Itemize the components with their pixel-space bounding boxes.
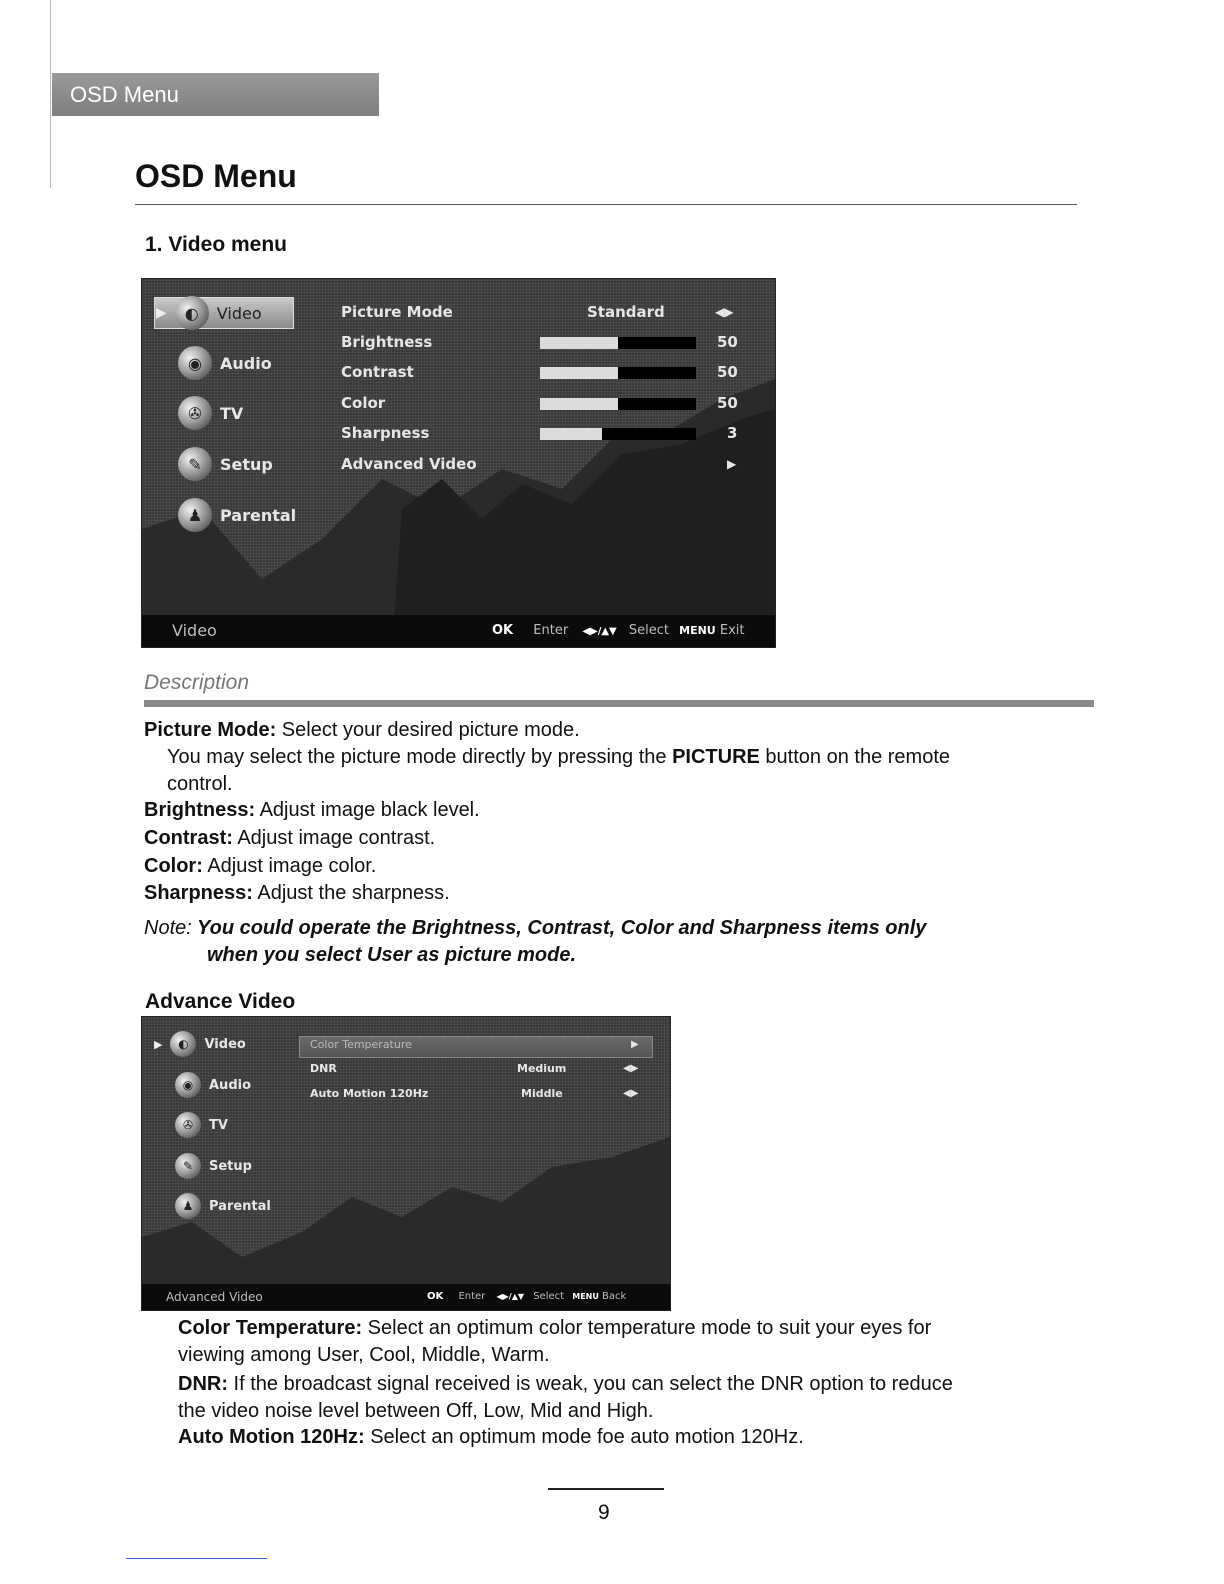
left-right-arrows-icon: ◀▶ bbox=[715, 305, 734, 319]
tv-reel-icon: ✇ bbox=[175, 1112, 201, 1138]
margin-line bbox=[50, 0, 51, 188]
osd-video-menu-screenshot bbox=[141, 278, 776, 648]
footer-hints bbox=[492, 623, 745, 638]
dnr-text: If the broadcast signal received is weak, you can select the DNR option to reduce bbox=[228, 1373, 953, 1395]
brightness-value: 50 bbox=[717, 333, 738, 351]
left-right-arrows-icon: ◀▶ bbox=[623, 1088, 639, 1099]
contrast-fill bbox=[540, 367, 618, 379]
picture-mode-text: Select your desired picture mode. bbox=[276, 719, 580, 741]
auto-motion-desc bbox=[178, 1424, 804, 1451]
sharpness-slider[interactable] bbox=[540, 428, 696, 440]
note-line1 bbox=[144, 915, 926, 942]
footer-hints bbox=[427, 1291, 626, 1302]
nav-label: Video bbox=[216, 303, 262, 323]
setup-wrench-icon: ✎ bbox=[178, 447, 212, 481]
menu-key: MENU bbox=[679, 624, 716, 637]
auto-motion-text: Select an optimum mode foe auto motion 120Hz. bbox=[364, 1426, 804, 1448]
color-temperature-desc-line2: viewing among User, Cool, Middle, Warm. bbox=[178, 1344, 550, 1366]
footer-title: Advanced Video bbox=[166, 1290, 263, 1304]
nav-item-audio[interactable] bbox=[178, 346, 272, 380]
nav-label: Parental bbox=[209, 1198, 271, 1214]
color-term: Color: bbox=[144, 855, 203, 877]
contrast-term: Contrast: bbox=[144, 827, 233, 849]
nav-label: Video bbox=[204, 1036, 246, 1052]
nav-label: TV bbox=[220, 403, 244, 423]
row-advanced-video[interactable]: Advanced Video bbox=[341, 455, 477, 473]
parental-icon: ♟ bbox=[178, 498, 212, 532]
picture-mode-term: Picture Mode: bbox=[144, 719, 277, 741]
sharpness-term: Sharpness: bbox=[144, 882, 253, 904]
color-fill bbox=[540, 398, 618, 410]
row-picture-mode[interactable] bbox=[341, 303, 453, 321]
row-brightness[interactable]: Brightness bbox=[341, 333, 433, 351]
nav-label: TV bbox=[209, 1117, 228, 1133]
cursor-arrow-icon: ▶ bbox=[156, 305, 167, 321]
header-band: OSD Menu bbox=[52, 73, 379, 116]
setup-wrench-icon: ✎ bbox=[175, 1153, 201, 1179]
back-hint: Back bbox=[602, 1291, 627, 1302]
osd-footer bbox=[142, 615, 775, 647]
color-temperature-desc bbox=[178, 1315, 931, 1342]
tv-reel-icon: ✇ bbox=[178, 396, 212, 430]
arrow-keys-icon: ◀▶/▲▼ bbox=[496, 1292, 524, 1301]
note-line2: when you select User as picture mode. bbox=[207, 944, 577, 966]
auto-motion-term: Auto Motion 120Hz: bbox=[178, 1426, 365, 1448]
row-dnr[interactable]: DNR bbox=[310, 1062, 337, 1075]
color-value: 50 bbox=[717, 394, 738, 412]
contrast-value: 50 bbox=[717, 363, 738, 381]
nav-label: Parental bbox=[220, 505, 297, 525]
nav-label: Audio bbox=[220, 353, 272, 373]
picture-mode-desc bbox=[144, 717, 580, 744]
audio-icon: ◉ bbox=[178, 346, 212, 380]
description-label: Description bbox=[144, 671, 250, 694]
brightness-desc bbox=[144, 797, 480, 824]
row-sharpness[interactable]: Sharpness bbox=[341, 424, 430, 442]
select-hint: Select bbox=[628, 623, 669, 638]
nav-item-audio[interactable] bbox=[175, 1072, 251, 1098]
picture-mode-desc-line2 bbox=[167, 744, 950, 771]
dnr-desc bbox=[178, 1371, 953, 1398]
auto-motion-value: Middle bbox=[521, 1087, 563, 1100]
ok-key: OK bbox=[492, 623, 514, 638]
parental-icon: ♟ bbox=[175, 1193, 201, 1219]
row-color[interactable]: Color bbox=[341, 394, 386, 412]
menu-key: MENU bbox=[572, 1292, 599, 1301]
submenu-arrow-icon: ▶ bbox=[631, 1039, 639, 1050]
sharpness-desc bbox=[144, 880, 450, 907]
nav-item-setup[interactable] bbox=[178, 447, 273, 481]
picture-mode-line2-post: button on the remote bbox=[759, 746, 951, 768]
section-heading: 1. Video menu bbox=[145, 233, 287, 256]
row-auto-motion[interactable]: Auto Motion 120Hz bbox=[310, 1087, 429, 1100]
picture-mode-line2-pre: You may select the picture mode directly by pressing the bbox=[167, 746, 673, 768]
row-contrast[interactable]: Contrast bbox=[341, 363, 414, 381]
sharpness-fill bbox=[540, 428, 602, 440]
dnr-value: Medium bbox=[517, 1062, 567, 1075]
contrast-text: Adjust image contrast. bbox=[232, 827, 436, 849]
dnr-desc-line2: the video noise level between Off, Low, Mid and High. bbox=[178, 1400, 654, 1422]
page-number: 9 bbox=[598, 1501, 610, 1524]
contrast-desc bbox=[144, 825, 435, 852]
color-temperature-text: Select an optimum color temperature mode to suit your eyes for bbox=[362, 1317, 932, 1339]
enter-hint: Enter bbox=[458, 1291, 486, 1302]
description-rule bbox=[144, 700, 1094, 707]
nav-item-video[interactable] bbox=[154, 1031, 246, 1057]
exit-hint: Exit bbox=[719, 623, 745, 638]
cursor-arrow-icon: ▶ bbox=[154, 1037, 163, 1051]
color-temperature-term: Color Temperature: bbox=[178, 1317, 363, 1339]
brightness-slider[interactable] bbox=[540, 337, 696, 349]
row-label: Picture Mode bbox=[341, 303, 453, 321]
select-hint: Select bbox=[533, 1291, 565, 1302]
submenu-arrow-icon: ▶ bbox=[727, 457, 737, 471]
picture-mode-value: Standard bbox=[587, 303, 665, 321]
corner-line bbox=[126, 1558, 267, 1559]
video-icon: ◐ bbox=[170, 1031, 196, 1057]
osd-footer bbox=[142, 1284, 670, 1310]
brightness-fill bbox=[540, 337, 618, 349]
sharpness-value: 3 bbox=[727, 424, 738, 442]
brightness-term: Brightness: bbox=[144, 799, 256, 821]
page-title: OSD Menu bbox=[135, 158, 297, 194]
osd-advanced-video-screenshot bbox=[141, 1016, 671, 1311]
color-slider[interactable] bbox=[540, 398, 696, 410]
picture-button-term: PICTURE bbox=[672, 746, 760, 768]
ok-key: OK bbox=[427, 1291, 444, 1302]
enter-hint: Enter bbox=[533, 623, 569, 638]
contrast-slider[interactable] bbox=[540, 367, 696, 379]
footer-title: Video bbox=[172, 621, 217, 640]
nav-item-video[interactable] bbox=[156, 296, 262, 330]
nav-item-tv[interactable] bbox=[178, 396, 243, 430]
sharpness-text: Adjust the sharpness. bbox=[252, 882, 450, 904]
brightness-text: Adjust image black level. bbox=[255, 799, 480, 821]
title-rule bbox=[135, 204, 1077, 205]
nav-item-parental[interactable] bbox=[175, 1193, 271, 1219]
dnr-term: DNR: bbox=[178, 1373, 228, 1395]
advance-video-heading: Advance Video bbox=[145, 990, 296, 1013]
left-right-arrows-icon: ◀▶ bbox=[623, 1063, 639, 1074]
nav-item-parental[interactable] bbox=[178, 498, 296, 532]
color-desc bbox=[144, 853, 376, 880]
picture-mode-desc-line3: control. bbox=[167, 773, 233, 795]
arrow-keys-icon: ◀▶/▲▼ bbox=[582, 626, 617, 637]
nav-label: Setup bbox=[220, 454, 273, 474]
audio-icon: ◉ bbox=[175, 1072, 201, 1098]
nav-item-setup[interactable] bbox=[175, 1153, 252, 1179]
nav-item-tv[interactable] bbox=[175, 1112, 228, 1138]
page-number-rule bbox=[548, 1488, 664, 1490]
note-text-1: You could operate the Brightness, Contrast, Color and Sharpness items only bbox=[191, 917, 927, 939]
nav-label: Audio bbox=[209, 1077, 252, 1093]
video-icon: ◐ bbox=[175, 296, 209, 330]
row-color-temperature[interactable]: Color Temperature bbox=[310, 1038, 412, 1051]
note-label: Note: bbox=[144, 917, 192, 939]
nav-label: Setup bbox=[209, 1158, 252, 1174]
color-text: Adjust image color. bbox=[202, 855, 377, 877]
